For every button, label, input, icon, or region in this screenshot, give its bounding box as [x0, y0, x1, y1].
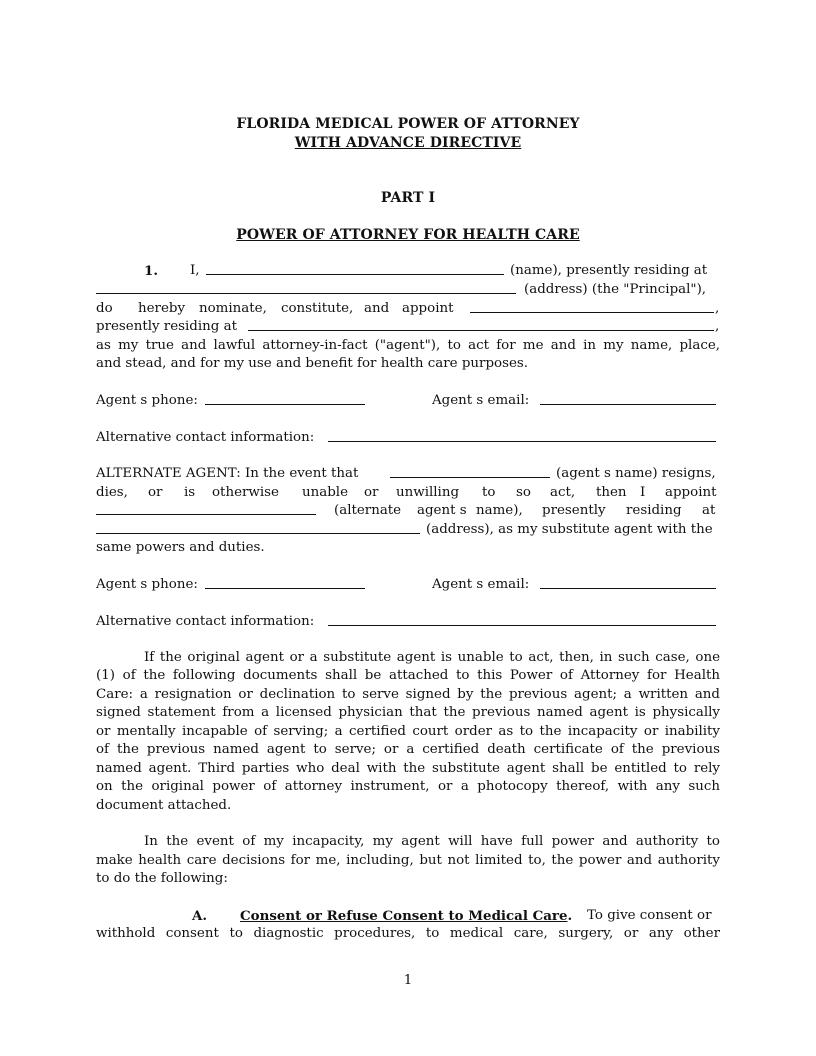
- word: unwilling: [396, 485, 460, 500]
- word: so: [516, 485, 531, 500]
- word: presently: [542, 503, 606, 518]
- para1-line1: [96, 262, 720, 280]
- word: to: [482, 485, 496, 500]
- word: I: [640, 485, 646, 500]
- word: at: [702, 503, 716, 518]
- word: unable: [302, 485, 349, 500]
- word: otherwise: [212, 485, 279, 500]
- agent-alt-contact-label: Alternative contact information:: [96, 430, 315, 445]
- document-title: FLORIDA MEDICAL POWER OF ATTORNEY: [236, 116, 580, 132]
- para1-line5: as my true and lawful attorney-in-fact ("agent"), to act for me and in my name, place,: [96, 338, 720, 353]
- para1-number: 1.: [144, 263, 158, 279]
- incapacity-line: make health care decisions for me, including, but not limited to, the power and authority: [96, 853, 720, 868]
- word: then: [596, 485, 627, 500]
- substitute-line: If the original agent or a substitute agent is unable to act, then, in such case, one: [144, 650, 720, 665]
- para1-line6: and stead, and for my use and benefit for health care purposes.: [96, 356, 529, 371]
- word: and: [364, 301, 390, 316]
- para1-comma: ,: [715, 319, 720, 334]
- word: residing: [626, 503, 682, 518]
- word: (alternate: [334, 503, 402, 518]
- word: hereby: [138, 301, 186, 316]
- agent-name-field[interactable]: [470, 300, 714, 313]
- word: constitute,: [281, 301, 354, 316]
- agent-alt-contact-row: [96, 429, 720, 447]
- section-a-line2: withhold consent to diagnostic procedures, to medical care, surgery, or any other: [96, 926, 720, 941]
- agent-email-field[interactable]: [540, 392, 716, 405]
- alternate-address-text: (address), as my substitute agent with the: [426, 522, 713, 537]
- agent-name-ref-field[interactable]: [390, 465, 550, 478]
- alternate-agent-address-field[interactable]: [96, 521, 420, 534]
- para1-name-label: (name), presently residing at: [510, 263, 708, 278]
- para1-comma: ,: [715, 301, 720, 316]
- substitute-line: Care: a resignation or declination to serve signed by the previous agent; a written and: [96, 687, 720, 702]
- section-a-text: To give consent or: [587, 908, 712, 923]
- alternate-line4: [96, 521, 720, 539]
- alternate-line2: [96, 484, 720, 502]
- alt-agent-email-label: Agent s email:: [432, 577, 530, 592]
- alternate-line5: same powers and duties.: [96, 540, 265, 555]
- alt-agent-alt-contact-field[interactable]: [328, 613, 716, 626]
- para1-address-label: (address) (the "Principal"),: [524, 282, 707, 297]
- para1-line3: [96, 300, 720, 318]
- section-a-heading: Consent or Refuse Consent to Medical Care: [240, 908, 568, 924]
- agent-email-label: Agent s email:: [432, 393, 530, 408]
- document-subtitle: WITH ADVANCE DIRECTIVE: [294, 135, 522, 151]
- substitute-line: on the original power of attorney instrument, or a photocopy thereof, with any such: [96, 779, 720, 794]
- word: or: [148, 485, 163, 500]
- word: agent s: [417, 503, 467, 518]
- word: act,: [550, 485, 576, 500]
- para1-line4: [96, 318, 720, 336]
- para1-residing-label: presently residing at: [96, 319, 237, 334]
- section-heading: POWER OF ATTORNEY FOR HEALTH CARE: [236, 227, 580, 243]
- part-heading: PART I: [380, 190, 436, 206]
- alt-agent-alt-contact-row: [96, 613, 720, 631]
- agent-phone-field[interactable]: [205, 392, 365, 405]
- para1-line2: [96, 281, 720, 299]
- incapacity-line: to do the following:: [96, 871, 228, 886]
- agent-alt-contact-field[interactable]: [328, 429, 716, 442]
- section-a-line1: [96, 907, 720, 925]
- principal-address-field[interactable]: [96, 281, 516, 294]
- alt-agent-phone-label: Agent s phone:: [96, 577, 198, 592]
- alt-agent-contact-row: [96, 576, 720, 594]
- alt-agent-phone-field[interactable]: [205, 576, 365, 589]
- alternate-line3: [96, 502, 720, 520]
- word: or: [364, 485, 379, 500]
- word: name),: [476, 503, 523, 518]
- incapacity-line: In the event of my incapacity, my agent will have full power and authority to: [144, 834, 720, 849]
- substitute-line: or mentally incapable of serving; a certified court order as to the incapacity or inability: [96, 724, 720, 739]
- substitute-line: document attached.: [96, 798, 232, 813]
- section-a-heading-end: .: [567, 908, 573, 924]
- agent-address-field[interactable]: [248, 318, 714, 331]
- substitute-line: named agent. Third parties who deal with the substitute agent shall be entitled to rely: [96, 761, 720, 776]
- alt-agent-alt-contact-label: Alternative contact information:: [96, 614, 315, 629]
- word: nominate,: [199, 301, 267, 316]
- word: do: [96, 301, 113, 316]
- word: appoint: [402, 301, 454, 316]
- alternate-resigns-text: (agent s name) resigns,: [556, 466, 716, 481]
- alternate-agent-name-field[interactable]: [96, 502, 316, 515]
- section-a-letter: A.: [192, 908, 208, 924]
- agent-phone-label: Agent s phone:: [96, 393, 198, 408]
- alternate-line1: [96, 465, 720, 483]
- page-number: 1: [403, 973, 413, 988]
- substitute-line: signed statement from a licensed physician that the previous named agent is physically: [96, 705, 720, 720]
- principal-name-field[interactable]: [206, 262, 504, 275]
- substitute-line: of the previous named agent to serve; or a certified death certificate of the previous: [96, 742, 720, 757]
- word: is: [184, 485, 196, 500]
- substitute-line: (1) of the following documents shall be attached to this Power of Attorney for Health: [96, 668, 720, 683]
- word: dies,: [96, 485, 128, 500]
- alternate-intro: ALTERNATE AGENT: In the event that: [96, 466, 359, 481]
- word: appoint: [665, 485, 717, 500]
- agent-contact-row: [96, 392, 720, 410]
- para1-i: I,: [190, 263, 200, 278]
- alt-agent-email-field[interactable]: [540, 576, 716, 589]
